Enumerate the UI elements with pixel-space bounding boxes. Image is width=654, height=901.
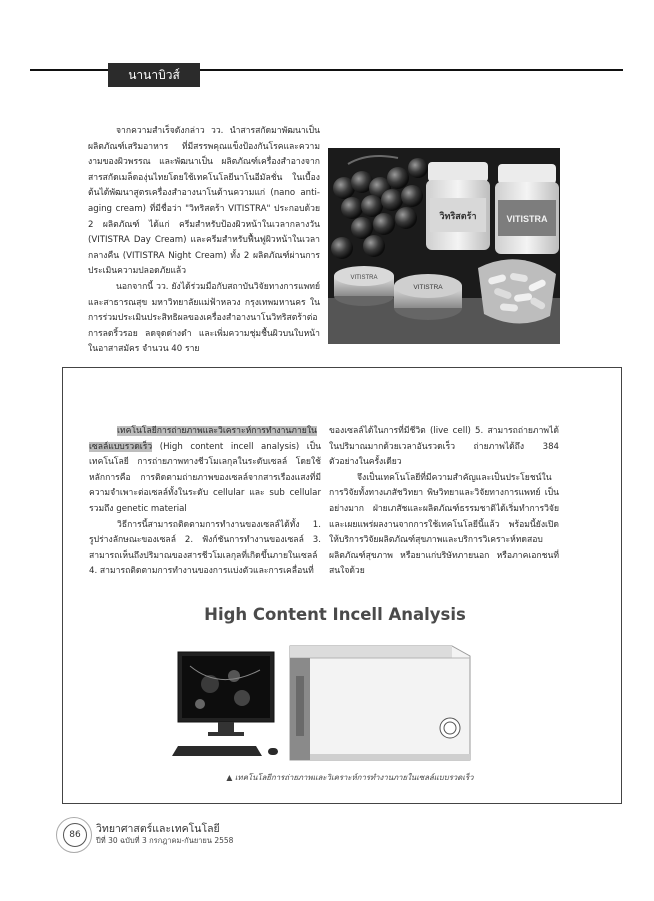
box-right-paragraph-1: ของเซลล์ได้ในการที่มีชีวิต (live cell) 5. สามารถถ่ายภาพได้ในปริมาณมากด้วยเวลาอันรวดเร็ว ถ่ายภาพได้ถึง 384 ตัวอย่างในครั้งเดียว — [329, 426, 559, 468]
box-left-column — [89, 424, 321, 580]
tin-2 — [394, 274, 462, 320]
jar-1-label: วิทริสตร้า — [439, 211, 477, 221]
figure-title: High Content Incell Analysis — [204, 605, 466, 624]
jar-1 — [426, 162, 490, 250]
box-left-paragraph-2: วิธีการนี้สามารถติดตามการทำงานของเซลล์ได้ทั้ง 1. รูปร่างลักษณะของเซลล์ 2. ฟังก์ชันการทำงานของเซลล์ 3. สามารถเห็นถึงปริมาณของสารชีวโมเลกุลที่เกิดขึ้นภายในเซลล์ 4. สามารถติดตามการทำงานของการแบ่งตัวและการเคลื่อนที่ — [89, 519, 321, 577]
box-heading: เทคโนโลยีการถ่ายภาพและวิเคราะห์การทำงานภายในเซลล์แบบรวดเร็ว — [89, 426, 317, 452]
jar-2-label: VITISTRA — [506, 214, 548, 224]
instrument-illustration — [170, 636, 500, 768]
issue-info: ปีที่ 30 ฉบับที่ 3 กรกฎาคม-กันยายน 2558 — [96, 836, 234, 845]
product-photo-illustration — [328, 148, 560, 344]
product-photo — [328, 148, 560, 344]
intro-text — [88, 124, 320, 358]
intro-paragraph-1: จากความสำเร็จดังกล่าว วว. นำสารสกัดมาพัฒนาเป็นผลิตภัณฑ์เสริมอาหาร ที่มีสรรพคุณแข็งป้องกันโรคและความงามของผิวพรรณ และพัฒนาเป็น ผลิตภัณฑ์เครื่องสำอางจากสารสกัดเมล็ดองุ่นไทยโดยใช้เทคโนโลยีนาโนอีมัลชั่น ในเบื้องต้นได้พัฒนาสูตรเครื่องสำอางนาโนต้านความแก่ (nano anti-aging cream) ที่มีชื่อว่า "วิทริสตร้า VITISTRA" ประกอบด้วย 2 ผลิตภัณฑ์ ได้แก่ ครีมสำหรับป้องผิวหน้าในเวลากลางวัน (VITISTRA Day Cream) และครีมสำหรับฟื้นฟูผิวหน้าในเวลากลางคืน (VITISTRA Night Cream) ทั้ง 2 ผลิตภัณฑ์ผ่านการประเมินความปลอดภัยแล้ว — [88, 126, 320, 277]
intro-paragraph-2: นอกจากนี้ วว. ยังได้ร่วมมือกับสถาบันวิจัยทางการแพทย์และสาธารณสุข มหาวิทยาลัยแม่ฟ้าหลวง กรุงเทพมหานคร ในการร่วมประเมินประสิทธิผลของเครื่องสำอางนาโนวิทริสตร้าต่อการลดริ้วรอย ลดจุดด่างดำ และเพิ่มความชุ่มชื้นผิวบนใบหน้าในอาสาสมัคร จำนวน 40 ราย — [88, 281, 320, 355]
page-number: 86 — [63, 823, 87, 847]
box-right-column — [329, 424, 559, 580]
imaging-unit — [290, 646, 470, 760]
capsule-dish — [478, 259, 556, 323]
section-label: นานาบิวส์ — [108, 63, 200, 87]
figure-caption: ▲ เทคโนโลยีการถ่ายภาพและวิเคราะห์การทำงานภายในเซลล์แบบรวดเร็ว — [226, 773, 474, 782]
jar-2 — [495, 164, 559, 254]
box-intro: (High content incell analysis) เป็นเทคโนโลยี การถ่ายภาพทางชีวโมเลกุลในระดับเซลล์ โดยใช้หลักการคือ การติดตามถ่ายภาพของเซลล์จากสารเรืองแสงที่มีความจำเพาะต่อเซลล์ทั้งในระดับ cellular และ sub cellular รวมถึง genetic material — [89, 441, 321, 514]
box-right-paragraph-2: จึงเป็นเทคโนโลยีที่มีความสำคัญและเป็นประโยชน์ในการวิจัยทั้งทางเภสัชวิทยา พิษวิทยาและวิจัยทางการแพทย์ เป็นอย่างมาก ฝ่ายเภสัชและผลิตภัณฑ์ธรรมชาติได้เริ่มทำการวิจัยและเผยแพร่ผลงานจากการใช้เทคโนโลยีนี้แล้ว พร้อมนี้ยังเปิดให้บริการวิจัยผลิตภัณฑ์สุขภาพและบริการวิเคราะห์ทดสอบผลิตภัณฑ์สุขภาพ หรือยาแก่บริษัทภายนอก หรือภาคเอกชนที่สนใจด้วย — [329, 472, 559, 577]
monitor — [178, 652, 274, 736]
tin-2-label: VITISTRA — [413, 284, 443, 291]
magazine-name: วิทยาศาสตร์และเทคโนโลยี — [96, 823, 220, 835]
keyboard — [172, 746, 278, 756]
tin-1-label: VITISTRA — [350, 275, 378, 281]
tin-1 — [334, 266, 394, 306]
